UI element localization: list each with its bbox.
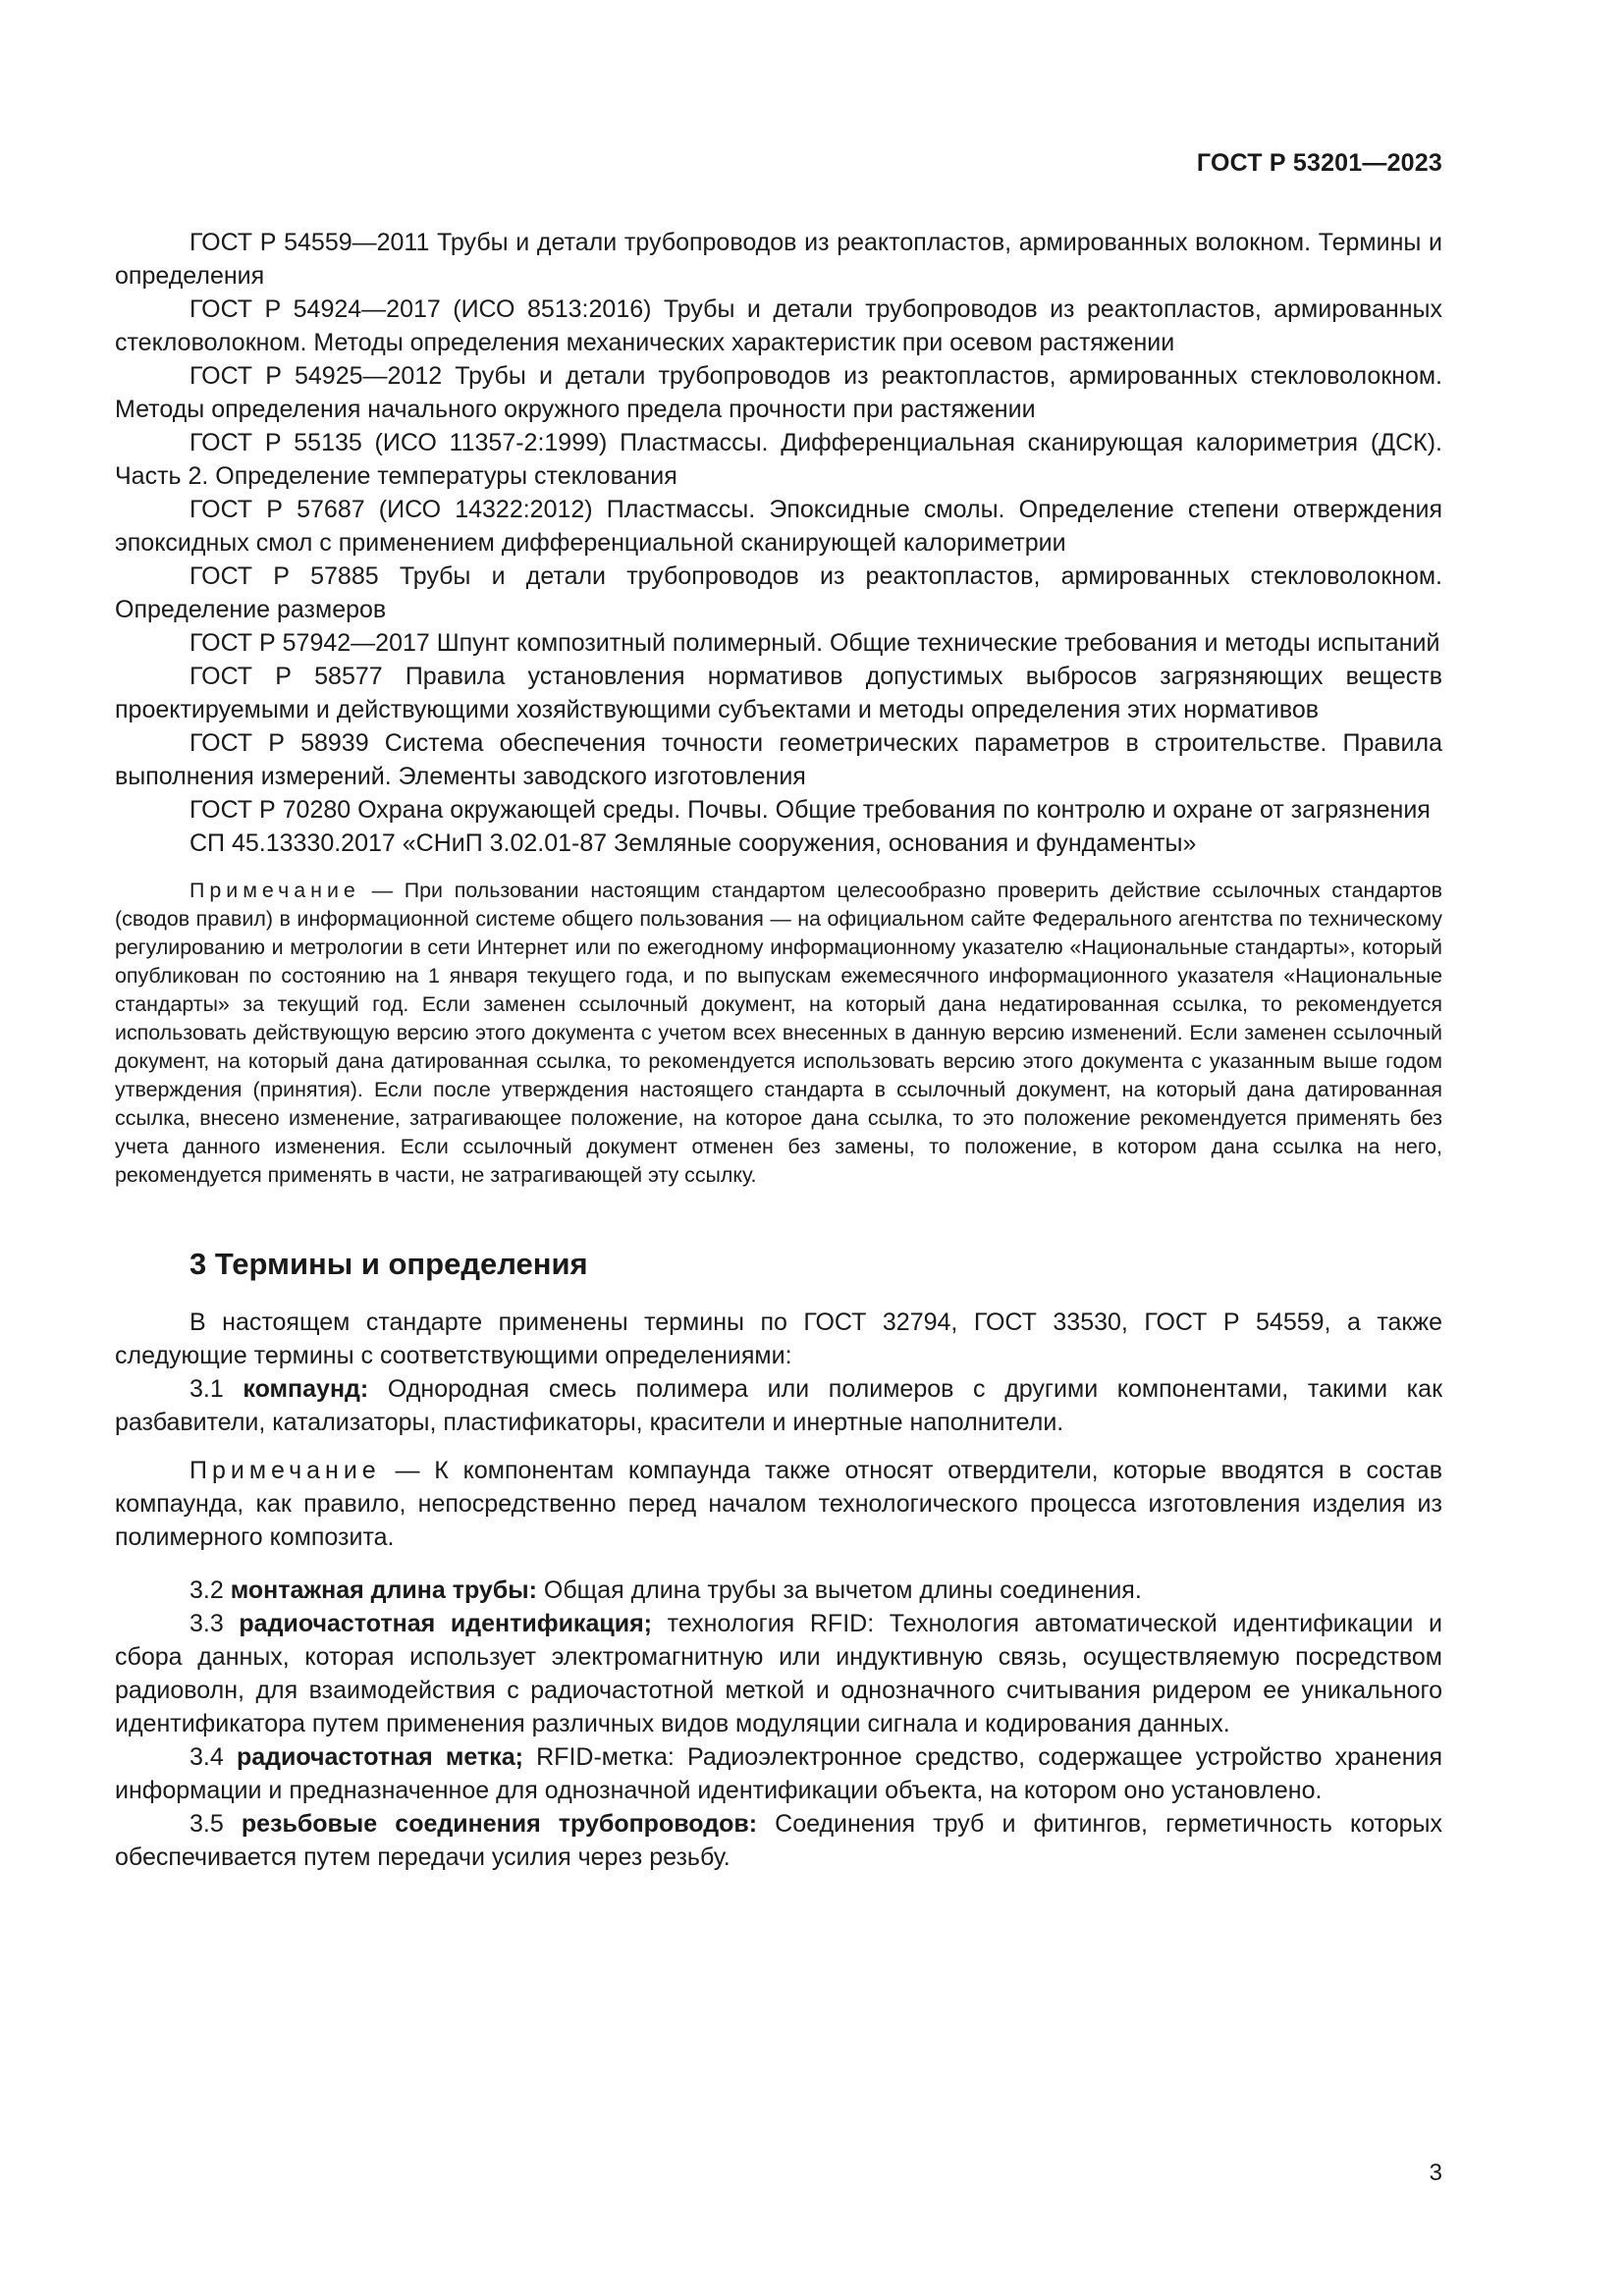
term-text: Однородная смесь полимера или полимеров с другими компонентами, такими как разбавители, катализаторы, пластификаторы, красители и инертные наполнители. [115,1375,1443,1436]
reference-item: ГОСТ Р 54925—2012 Трубы и детали трубопроводов из реактопластов, армированных стекловолокном. Методы определения начального окружного предела прочности при растяжении [115,362,1442,423]
term-name: резьбовые соединения трубопроводов: [241,1810,758,1838]
reference-item: ГОСТ Р 55135 (ИСО 11357-2:1999) Пластмассы. Дифференциальная сканирующая калориметрия (ДСК). Часть 2. Определение температуры стеклования [115,429,1442,490]
term-definition [115,1740,1442,1807]
section-heading: 3 Термины и определения [189,1247,588,1281]
term-definition [115,1807,1442,1874]
term-number: 3.4 [189,1743,237,1771]
term-definition [115,1372,1442,1439]
term-definition [115,1574,1442,1607]
normative-references-list [115,226,1442,860]
page-content [115,226,1442,1874]
term-text: Соединения труб и фитингов, герметичность которых обеспечивается путем передачи усилия через резьбу. [115,1810,1442,1871]
reference-item: ГОСТ Р 57885 Трубы и детали трубопроводов из реактопластов, армированных стекловолокном. Определение размеров [115,562,1442,623]
reference-item: ГОСТ Р 57942—2017 Шпунт композитный полимерный. Общие технические требования и методы испытаний [189,629,1440,657]
reference-item: ГОСТ Р 70280 Охрана окружающей среды. Почвы. Общие требования по контролю и охране от загрязнения [189,796,1431,824]
term-text: технология RFID: Технология автоматической идентификации и сбора данных, которая использует электромагнитную или индуктивную связь, осуществляемую посредством радиоволн, для взаимодействия с радиочастотной меткой и однозначного считывания ридером ее уникального идентификатора путем применения различных видов модуляции сигнала и кодирования данных. [115,1610,1443,1737]
reference-item: СП 45.13330.2017 «СНиП 3.02.01-87 Земляные сооружения, основания и фундаменты» [189,829,1197,857]
term-name: радиочастотная метка; [236,1743,523,1771]
term-name: монтажная длина трубы: [230,1576,537,1604]
page-number: 3 [1429,2160,1442,2186]
note-label: Примечание [189,879,360,902]
term-number: 3.2 [189,1576,231,1604]
reference-item: ГОСТ Р 54559—2011 Трубы и детали трубопроводов из реактопластов, армированных волокном. Термины и определения [115,229,1442,290]
document-code-header: ГОСТ Р 53201—2023 [1196,149,1442,177]
term-number: 3.1 [189,1375,244,1403]
term-definition [115,1607,1442,1740]
note-text: — К компонентам компаунда также относят отвердители, которые вводятся в состав компаунда, как правило, непосредственно перед началом технологического процесса изготовления изделия из полимерного композита. [115,1457,1442,1551]
references-note [115,877,1442,1190]
section-intro: В настоящем стандарте применены термины по ГОСТ 32794, ГОСТ 33530, ГОСТ Р 54559, а также следующие термины с соответствующими определениями: [115,1308,1442,1369]
term-name: радиочастотная идентификация; [239,1610,652,1637]
term-number: 3.3 [189,1610,240,1637]
note-label: Примечание [189,1457,381,1484]
reference-item: ГОСТ Р 58939 Система обеспечения точности геометрических параметров в строительстве. Правила выполнения измерений. Элементы заводского изготовления [115,729,1442,790]
note-text: — При пользовании настоящим стандартом целесообразно проверить действие ссылочных стандартов (сводов правил) в информационной системе общего пользования — на официальном сайте Федерального агентства по техническому регулированию и метрологии в сети Интернет или по ежегодному информационному указателю «Национальные стандарты», который опубликован по состоянию на 1 января текущего года, и по выпускам ежемесячного информационного указателя «Национальные стандарты» за текущий год. Если заменен ссылочный документ, на который дана недатированная ссылка, то рекомендуется использовать действующую версию этого документа с учетом всех внесенных в данную версию изменений. Если заменен ссылочный документ, на который дана датированная ссылка, то рекомендуется использовать версию этого документа с указанным выше годом утверждения (принятия). Если после утверждения настоящего стандарта в ссылочный документ, на который дана датированная ссылка, внесено изменение, затрагивающее положение, на которое дана ссылка, то это положение рекомендуется применять без учета данного изменения. Если ссылочный документ отменен без замены, то положение, в котором дана ссылка на него, рекомендуется применять в части, не затрагивающей эту ссылку. [115,879,1442,1187]
term-name: компаунд: [243,1375,369,1403]
term-text: RFID-метка: Радиоэлектронное средство, содержащее устройство хранения информации и предназначенное для однозначной идентификации объекта, на котором оно установлено. [115,1743,1443,1804]
reference-item: ГОСТ Р 58577 Правила установления нормативов допустимых выбросов загрязняющих веществ проектируемыми и действующими хозяйствующими субъектами и методы определения этих нормативов [115,663,1442,723]
term-text: Общая длина трубы за вычетом длины соединения. [536,1576,1142,1604]
term-number: 3.5 [189,1810,242,1838]
reference-item: ГОСТ Р 54924—2017 (ИСО 8513:2016) Трубы и детали трубопроводов из реактопластов, армированных стекловолокном. Методы определения механических характеристик при осевом растяжении [115,295,1442,356]
term-note [115,1454,1442,1554]
terms-section [115,1306,1442,1874]
reference-item: ГОСТ Р 57687 (ИСО 14322:2012) Пластмассы. Эпоксидные смолы. Определение степени отверждения эпоксидных смол с применением дифференциальной сканирующей калориметрии [115,496,1442,557]
